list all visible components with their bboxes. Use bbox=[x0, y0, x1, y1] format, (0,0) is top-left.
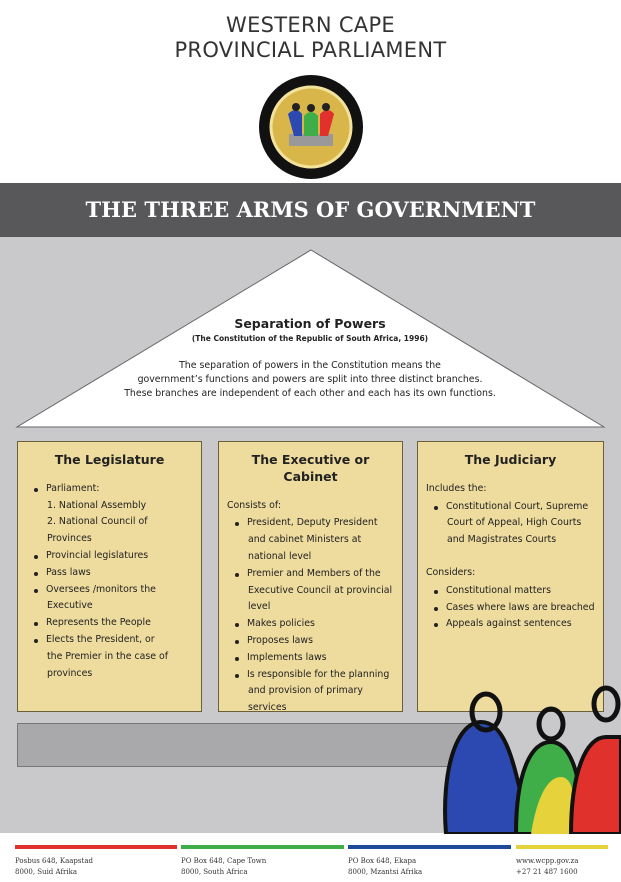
footer-line-green bbox=[181, 845, 344, 849]
list-item: Oversees /monitors the bbox=[46, 582, 193, 599]
list-item: Is responsible for the planning bbox=[247, 667, 394, 684]
list-item: Makes policies bbox=[247, 616, 394, 633]
list-item: national level bbox=[248, 550, 312, 562]
list-item: the Premier in the case of bbox=[47, 650, 169, 662]
list-item: Implements laws bbox=[247, 650, 394, 667]
list-item: President, Deputy President bbox=[247, 515, 394, 532]
footer-address-english bbox=[181, 856, 266, 878]
separation-text bbox=[60, 359, 560, 401]
separation-title: Separation of Powers bbox=[234, 316, 386, 331]
list-item: Represents the People bbox=[46, 615, 193, 632]
list-item: Executive bbox=[47, 600, 93, 612]
separation-line: These branches are independent of each other and each has its own functions. bbox=[124, 388, 496, 399]
page-banner: THE THREE ARMS OF GOVERNMENT bbox=[0, 183, 621, 237]
list-item: Constitutional matters bbox=[446, 583, 595, 600]
header-title-line1: WESTERN CAPE bbox=[226, 13, 395, 37]
judiciary-box bbox=[417, 441, 604, 712]
footer-text: 8000, Suid Afrika bbox=[15, 868, 78, 876]
footer-text: 8000, Mzantsi Afrika bbox=[348, 868, 423, 876]
list-item: Appeals against sentences bbox=[446, 616, 595, 633]
people-figures-illustration bbox=[436, 682, 621, 834]
judiciary-title: The Judiciary bbox=[464, 452, 557, 467]
executive-title: The Executive or Cabinet bbox=[251, 452, 370, 484]
list-item: Pass laws bbox=[46, 565, 193, 582]
footer-phone: +27 21 487 1600 bbox=[516, 868, 578, 876]
separation-line: The separation of powers in the Constitution means the bbox=[179, 360, 441, 371]
list-item: and Magistrates Courts bbox=[447, 534, 557, 546]
list-item: provinces bbox=[47, 667, 93, 679]
parliament-logo bbox=[256, 74, 366, 180]
list-item: Executive Council at provincial bbox=[248, 584, 393, 596]
list-item: and cabinet Ministers at bbox=[248, 534, 362, 546]
list-item: Premier and Members of the bbox=[247, 566, 394, 583]
footer-website-link[interactable]: www.wcpp.gov.za bbox=[516, 857, 579, 865]
footer-text: Posbus 648, Kaapstad bbox=[15, 857, 93, 865]
judiciary-intro: Includes the: bbox=[426, 482, 487, 494]
header-title-line2: PROVINCIAL PARLIAMENT bbox=[174, 38, 447, 62]
list-item: Provincial legislatures bbox=[46, 548, 193, 565]
separation-line: government’s functions and powers are split into three distinct branches. bbox=[137, 374, 483, 385]
footer-text: PO Box 648, Cape Town bbox=[181, 857, 267, 865]
executive-box bbox=[218, 441, 403, 712]
footer-text: PO Box 648, Ekapa bbox=[348, 857, 417, 865]
list-item: services bbox=[248, 702, 287, 714]
list-item: Elects the President, or bbox=[46, 632, 193, 649]
legislature-box bbox=[17, 441, 202, 712]
executive-intro: Consists of: bbox=[227, 499, 281, 511]
list-item: Parliament: bbox=[46, 481, 193, 498]
footer-line-yellow bbox=[516, 845, 608, 849]
list-item: Constitutional Court, Supreme bbox=[446, 499, 595, 516]
list-item: 1. National Assembly bbox=[47, 499, 147, 511]
list-item: Proposes laws bbox=[247, 633, 394, 650]
footer-address-afrikaans bbox=[15, 856, 93, 878]
footer-contact bbox=[516, 856, 578, 878]
judiciary-intro2: Considers: bbox=[426, 566, 476, 578]
footer-text: 8000, South Africa bbox=[181, 868, 248, 876]
footer-line-blue bbox=[348, 845, 511, 849]
list-item: level bbox=[248, 601, 271, 613]
base-bar bbox=[17, 723, 487, 767]
list-item: and provision of primary bbox=[248, 685, 363, 697]
footer-address-xhosa bbox=[348, 856, 422, 878]
footer-line-red bbox=[15, 845, 177, 849]
list-item: Cases where laws are breached bbox=[446, 600, 595, 617]
legislature-title: The Legislature bbox=[54, 452, 165, 467]
separation-subtitle: (The Constitution of the Republic of South Africa, 1996) bbox=[191, 334, 429, 343]
list-item: Court of Appeal, High Courts bbox=[447, 517, 582, 529]
list-item: 2. National Council of Provinces bbox=[47, 516, 148, 545]
